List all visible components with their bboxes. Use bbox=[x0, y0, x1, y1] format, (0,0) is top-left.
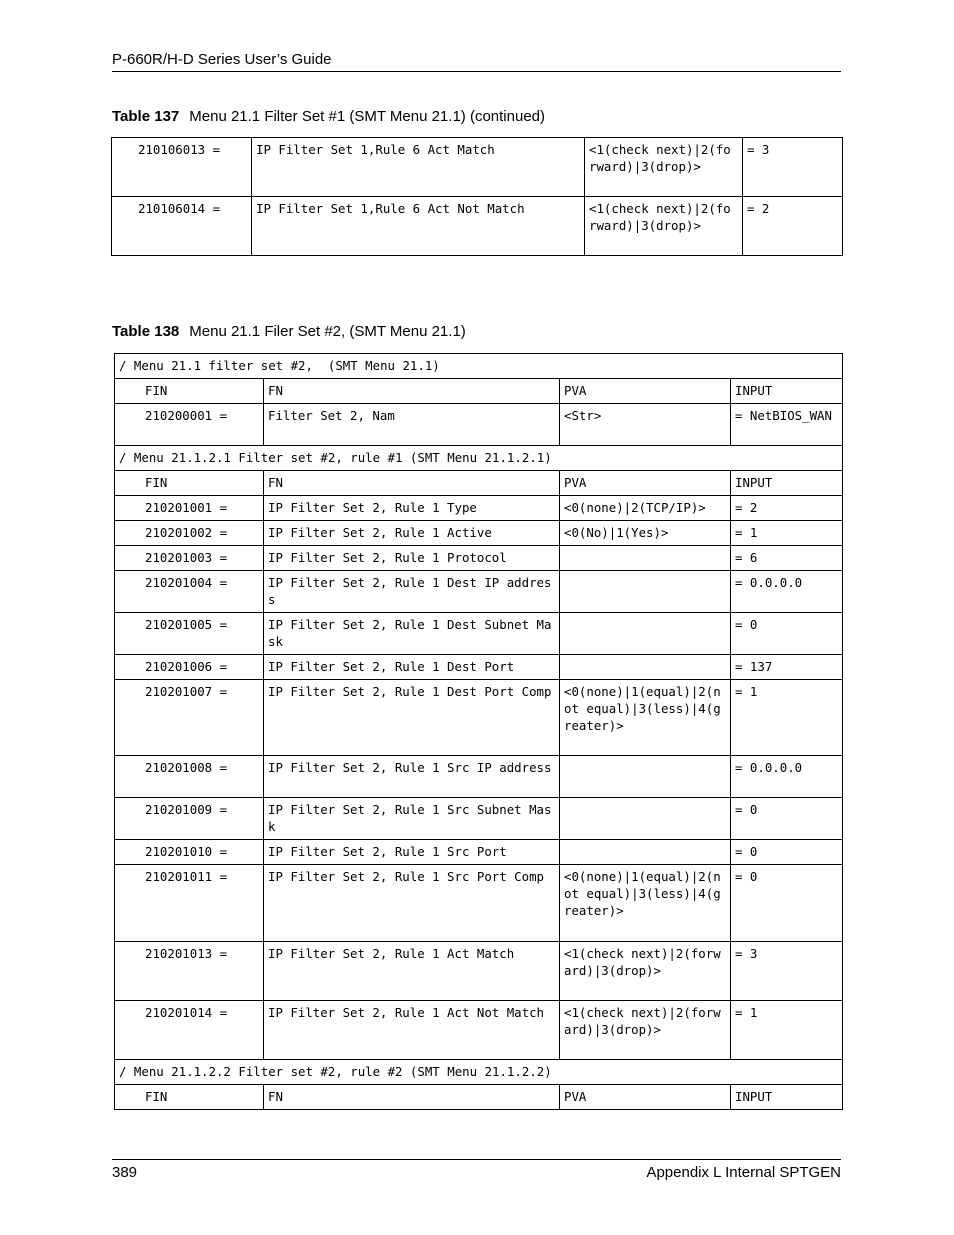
pva-cell: <1(check next)|2(forward)|3(drop)> bbox=[560, 942, 731, 1001]
guide-title: P-660R/H-D Series User’s Guide bbox=[112, 51, 332, 68]
input-cell: = 3 bbox=[743, 138, 843, 197]
pva-cell bbox=[560, 798, 731, 840]
input-cell: = 2 bbox=[743, 197, 843, 256]
footer-section: Appendix L Internal SPTGEN bbox=[646, 1164, 841, 1181]
fn-cell: IP Filter Set 2, Rule 1 Dest Port Comp bbox=[264, 680, 560, 756]
fn-cell: Filter Set 2, Nam bbox=[264, 404, 560, 446]
fn-cell: IP Filter Set 2, Rule 1 Src Port Comp bbox=[264, 865, 560, 942]
page-footer bbox=[112, 1159, 841, 1181]
fin-cell: 210201013 = bbox=[115, 942, 264, 1001]
fin-cell: 210201003 = bbox=[115, 546, 264, 571]
table-138-label: Table 138 bbox=[112, 323, 180, 340]
column-header-row bbox=[115, 379, 843, 404]
column-header-row bbox=[115, 1085, 843, 1110]
input-cell: = 2 bbox=[731, 496, 843, 521]
table-137-caption bbox=[112, 108, 545, 125]
fin-header: FIN bbox=[115, 1085, 264, 1110]
pva-header: PVA bbox=[560, 471, 731, 496]
fn-header: FN bbox=[264, 1085, 560, 1110]
pva-cell: <1(check next)|2(forward)|3(drop)> bbox=[585, 197, 743, 256]
section-row bbox=[115, 1060, 843, 1085]
pva-cell bbox=[560, 655, 731, 680]
fin-cell: 210201009 = bbox=[115, 798, 264, 840]
fn-cell: IP Filter Set 2, Rule 1 Src Port bbox=[264, 840, 560, 865]
pva-cell bbox=[560, 546, 731, 571]
fin-cell: 210201002 = bbox=[115, 521, 264, 546]
fin-header: FIN bbox=[115, 471, 264, 496]
table-row bbox=[115, 571, 843, 613]
table-row bbox=[115, 496, 843, 521]
table-row bbox=[115, 798, 843, 840]
input-cell: = 1 bbox=[731, 521, 843, 546]
fin-cell: 210201005 = bbox=[115, 613, 264, 655]
table-row bbox=[115, 756, 843, 798]
input-cell: = 1 bbox=[731, 1001, 843, 1060]
fn-cell: IP Filter Set 2, Rule 1 Type bbox=[264, 496, 560, 521]
fin-cell: 210106013 = bbox=[112, 138, 252, 197]
table-row bbox=[115, 1001, 843, 1060]
fin-cell: 210106014 = bbox=[112, 197, 252, 256]
input-cell: = 1 bbox=[731, 680, 843, 756]
fn-header: FN bbox=[264, 471, 560, 496]
table-row bbox=[115, 613, 843, 655]
fn-cell: IP Filter Set 2, Rule 1 Protocol bbox=[264, 546, 560, 571]
table-row bbox=[115, 546, 843, 571]
fn-cell: IP Filter Set 2, Rule 1 Dest IP address bbox=[264, 571, 560, 613]
pva-cell: <Str> bbox=[560, 404, 731, 446]
table-137-body bbox=[112, 138, 843, 256]
fn-cell: IP Filter Set 2, Rule 1 Act Not Match bbox=[264, 1001, 560, 1060]
pva-cell: <1(check next)|2(forward)|3(drop)> bbox=[585, 138, 743, 197]
section-heading: / Menu 21.1.2.1 Filter set #2, rule #1 (SMT Menu 21.1.2.1) bbox=[115, 446, 843, 471]
pva-cell: <0(none)|1(equal)|2(not equal)|3(less)|4(greater)> bbox=[560, 865, 731, 942]
input-cell: = 0 bbox=[731, 840, 843, 865]
table-row bbox=[115, 521, 843, 546]
pva-header: PVA bbox=[560, 1085, 731, 1110]
fin-cell: 210201007 = bbox=[115, 680, 264, 756]
table-row bbox=[115, 942, 843, 1001]
table-row bbox=[115, 865, 843, 942]
pva-cell bbox=[560, 756, 731, 798]
input-cell: = 0 bbox=[731, 798, 843, 840]
fn-cell: IP Filter Set 1,Rule 6 Act Match bbox=[252, 138, 585, 197]
fin-cell: 210201014 = bbox=[115, 1001, 264, 1060]
fn-cell: IP Filter Set 2, Rule 1 Src Subnet Mask bbox=[264, 798, 560, 840]
fin-cell: 210201006 = bbox=[115, 655, 264, 680]
input-header: INPUT bbox=[731, 379, 843, 404]
pva-cell bbox=[560, 613, 731, 655]
fn-cell: IP Filter Set 2, Rule 1 Act Match bbox=[264, 942, 560, 1001]
table-row bbox=[115, 680, 843, 756]
input-cell: = 0 bbox=[731, 865, 843, 942]
table-row bbox=[115, 404, 843, 446]
page-number: 389 bbox=[112, 1164, 138, 1181]
input-cell: = 137 bbox=[731, 655, 843, 680]
input-cell: = 3 bbox=[731, 942, 843, 1001]
section-heading: / Menu 21.1.2.2 Filter set #2, rule #2 (SMT Menu 21.1.2.2) bbox=[115, 1060, 843, 1085]
pva-cell bbox=[560, 571, 731, 613]
input-cell: = 6 bbox=[731, 546, 843, 571]
fn-cell: IP Filter Set 1,Rule 6 Act Not Match bbox=[252, 197, 585, 256]
section-row bbox=[115, 446, 843, 471]
fin-cell: 210200001 = bbox=[115, 404, 264, 446]
input-cell: = 0.0.0.0 bbox=[731, 571, 843, 613]
table-138-caption bbox=[112, 323, 466, 340]
pva-cell: <1(check next)|2(forward)|3(drop)> bbox=[560, 1001, 731, 1060]
fin-cell: 210201008 = bbox=[115, 756, 264, 798]
table-row bbox=[112, 138, 843, 197]
pva-cell: <0(No)|1(Yes)> bbox=[560, 521, 731, 546]
input-header: INPUT bbox=[731, 1085, 843, 1110]
pva-header: PVA bbox=[560, 379, 731, 404]
page-header bbox=[112, 51, 841, 72]
table-row bbox=[115, 655, 843, 680]
fn-cell: IP Filter Set 2, Rule 1 Src IP address bbox=[264, 756, 560, 798]
table-137-title: Menu 21.1 Filter Set #1 (SMT Menu 21.1) (continued) bbox=[189, 108, 545, 125]
section-heading: / Menu 21.1 filter set #2, (SMT Menu 21.1) bbox=[115, 354, 843, 379]
input-cell: = 0 bbox=[731, 613, 843, 655]
table-138-body bbox=[115, 354, 843, 1110]
fn-header: FN bbox=[264, 379, 560, 404]
fin-cell: 210201001 = bbox=[115, 496, 264, 521]
fin-cell: 210201011 = bbox=[115, 865, 264, 942]
input-cell: = NetBIOS_WAN bbox=[731, 404, 843, 446]
fn-cell: IP Filter Set 2, Rule 1 Dest Subnet Mask bbox=[264, 613, 560, 655]
table-138 bbox=[114, 353, 843, 1110]
pva-cell bbox=[560, 840, 731, 865]
pva-cell: <0(none)|2(TCP/IP)> bbox=[560, 496, 731, 521]
input-cell: = 0.0.0.0 bbox=[731, 756, 843, 798]
column-header-row bbox=[115, 471, 843, 496]
table-137-label: Table 137 bbox=[112, 108, 180, 125]
table-137 bbox=[111, 137, 843, 256]
fin-header: FIN bbox=[115, 379, 264, 404]
fin-cell: 210201004 = bbox=[115, 571, 264, 613]
input-header: INPUT bbox=[731, 471, 843, 496]
table-row bbox=[112, 197, 843, 256]
table-row bbox=[115, 840, 843, 865]
fn-cell: IP Filter Set 2, Rule 1 Active bbox=[264, 521, 560, 546]
table-138-title: Menu 21.1 Filer Set #2, (SMT Menu 21.1) bbox=[189, 323, 466, 340]
section-row bbox=[115, 354, 843, 379]
pva-cell: <0(none)|1(equal)|2(not equal)|3(less)|4(greater)> bbox=[560, 680, 731, 756]
fn-cell: IP Filter Set 2, Rule 1 Dest Port bbox=[264, 655, 560, 680]
fin-cell: 210201010 = bbox=[115, 840, 264, 865]
